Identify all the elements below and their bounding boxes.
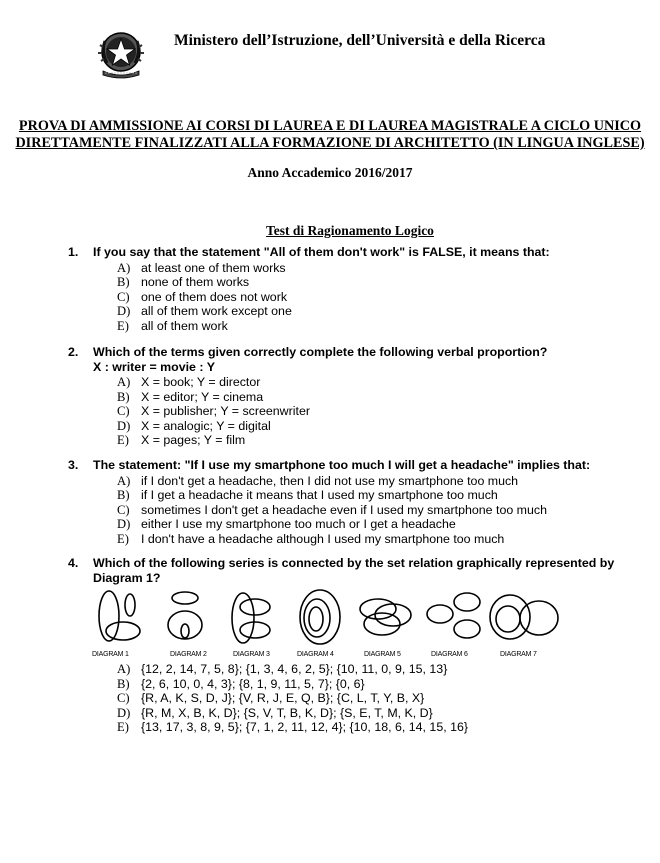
question-3 — [68, 458, 638, 546]
option-letter: A) — [117, 662, 131, 676]
option-letter: D) — [117, 705, 131, 720]
question-text: Which of the following series is connected by the set relation graphically represented by Diagram 1? — [93, 556, 615, 585]
question-number: 2. — [68, 345, 79, 359]
option-letter: C) — [117, 502, 130, 517]
option-a — [117, 261, 638, 276]
diagram-label-6: DIAGRAM 6 — [431, 651, 468, 658]
option-d — [117, 304, 638, 319]
italian-republic-emblem-icon — [95, 29, 147, 79]
diagram-4-icon — [300, 590, 340, 644]
option-text: at least one of them works — [141, 260, 286, 275]
option-letter: E) — [117, 720, 129, 734]
option-d — [117, 419, 638, 434]
option-letter: D) — [117, 418, 131, 433]
option-text: either I use my smartphone too much or I get a headache — [141, 517, 456, 531]
question-4 — [68, 556, 638, 585]
diagram-5-icon — [360, 599, 411, 635]
option-text: none of them works — [141, 275, 250, 289]
option-d — [117, 706, 468, 721]
option-letter: D) — [117, 304, 131, 318]
question-1 — [68, 245, 638, 333]
option-b — [117, 677, 468, 692]
option-letter: E) — [117, 433, 129, 447]
option-text: {13, 17, 3, 8, 9, 5}; {7, 1, 2, 11, 12, 4}; {10, 18, 6, 14, 15, 16} — [141, 720, 469, 734]
option-text: all of them work — [141, 318, 228, 333]
diagram-6-icon — [427, 593, 480, 638]
set-diagrams — [90, 586, 560, 664]
exam-title-line-2: DIRETTAMENTE FINALIZZATI ALLA FORMAZIONE DI ARCHITETTO (IN LINGUA INGLESE) — [15, 135, 645, 151]
option-text: all of them work except one — [141, 304, 292, 318]
question-4-options — [68, 661, 468, 735]
option-letter: B) — [117, 275, 130, 289]
option-a — [117, 375, 638, 390]
option-list — [117, 375, 638, 448]
diagram-label-1: DIAGRAM 1 — [92, 651, 129, 658]
question-text: If you say that the statement "All of them don't work" is FALSE, it means that: — [93, 245, 550, 259]
option-letter: B) — [117, 389, 130, 404]
question-text — [93, 345, 638, 374]
option-text: X = publisher; Y = screenwriter — [141, 404, 310, 418]
option-a — [117, 474, 638, 489]
ministry-name: Ministero dell’Istruzione, dell’Università e della Ricerca — [174, 32, 546, 49]
option-e — [117, 319, 638, 334]
option-text: one of them does not work — [141, 289, 288, 304]
option-b — [117, 275, 638, 290]
question-number: 3. — [68, 458, 79, 472]
option-list — [117, 474, 638, 547]
option-c — [117, 691, 468, 706]
option-c — [117, 503, 638, 518]
option-letter: A) — [117, 260, 131, 275]
option-e — [117, 720, 468, 735]
option-letter: D) — [117, 517, 131, 531]
option-text: X = book; Y = director — [141, 375, 261, 389]
question-number: 1. — [68, 245, 79, 259]
option-letter: C) — [117, 289, 130, 304]
diagram-label-5: DIAGRAM 5 — [364, 651, 401, 658]
option-c — [117, 404, 638, 419]
exam-title-line-1: PROVA DI AMMISSIONE AI CORSI DI LAUREA E DI LAUREA MAGISTRALE A CICLO UNICO — [18, 118, 642, 134]
option-text: {12, 2, 14, 7, 5, 8}; {1, 3, 4, 6, 2, 5}; {10, 11, 0, 9, 15, 13} — [141, 662, 448, 676]
option-text: sometimes I don't get a headache even if I used my smartphone too much — [141, 502, 547, 517]
option-letter: E) — [117, 531, 129, 546]
diagram-2-icon — [168, 592, 202, 639]
option-text: {2, 6, 10, 0, 4, 3}; {8, 1, 9, 11, 5, 7}; {0, 6} — [141, 676, 365, 691]
option-c — [117, 290, 638, 305]
exam-title — [0, 118, 660, 152]
option-letter: C) — [117, 691, 130, 705]
diagram-label-7: DIAGRAM 7 — [500, 651, 537, 658]
option-letter: B) — [117, 488, 130, 502]
diagram-label-3: DIAGRAM 3 — [233, 651, 270, 658]
verbal-proportion: X : writer = movie : Y — [93, 359, 216, 374]
diagram-3-icon — [232, 593, 270, 643]
academic-year: Anno Accademico 2016/2017 — [247, 165, 413, 180]
option-text: {R, A, K, S, D, J}; {V, R, J, E, Q, B}; {C, L, T, Y, B, X} — [141, 691, 425, 705]
option-text: if I don't get a headache, then I did not use my smartphone too much — [141, 473, 519, 488]
option-a — [117, 662, 468, 677]
option-letter: E) — [117, 318, 129, 333]
section-title: Test di Ragionamento Logico — [266, 223, 434, 238]
option-text: I don't have a headache although I used my smartphone too much — [141, 531, 505, 546]
option-list — [117, 662, 468, 735]
option-text: X = editor; Y = cinema — [141, 389, 264, 404]
option-d — [117, 517, 638, 532]
option-text: {R, M, X, B, K, D}; {S, V, T, B, K, D}; {S, E, T, M, K, D} — [141, 705, 433, 720]
diagram-label-4: DIAGRAM 4 — [297, 651, 334, 658]
option-b — [117, 390, 638, 405]
diagram-1-icon — [99, 591, 140, 641]
option-e — [117, 433, 638, 448]
question-number: 4. — [68, 556, 79, 570]
option-b — [117, 488, 638, 503]
question-2 — [68, 345, 638, 448]
option-text: X = pages; Y = film — [141, 433, 246, 447]
diagram-7-icon — [490, 595, 558, 639]
option-e — [117, 532, 638, 547]
option-text: X = analogic; Y = digital — [141, 418, 271, 433]
question-text: The statement: "If I use my smartphone too much I will get a headache" implies that: — [93, 458, 591, 472]
option-letter: A) — [117, 375, 131, 389]
diagram-label-2: DIAGRAM 2 — [170, 651, 207, 658]
option-letter: A) — [117, 473, 131, 488]
option-letter: C) — [117, 404, 130, 418]
option-text: if I get a headache it means that I used my smartphone too much — [141, 488, 498, 502]
option-letter: B) — [117, 676, 130, 691]
option-list — [117, 261, 638, 334]
question-main-text: Which of the terms given correctly complete the following verbal proportion? — [93, 345, 548, 359]
